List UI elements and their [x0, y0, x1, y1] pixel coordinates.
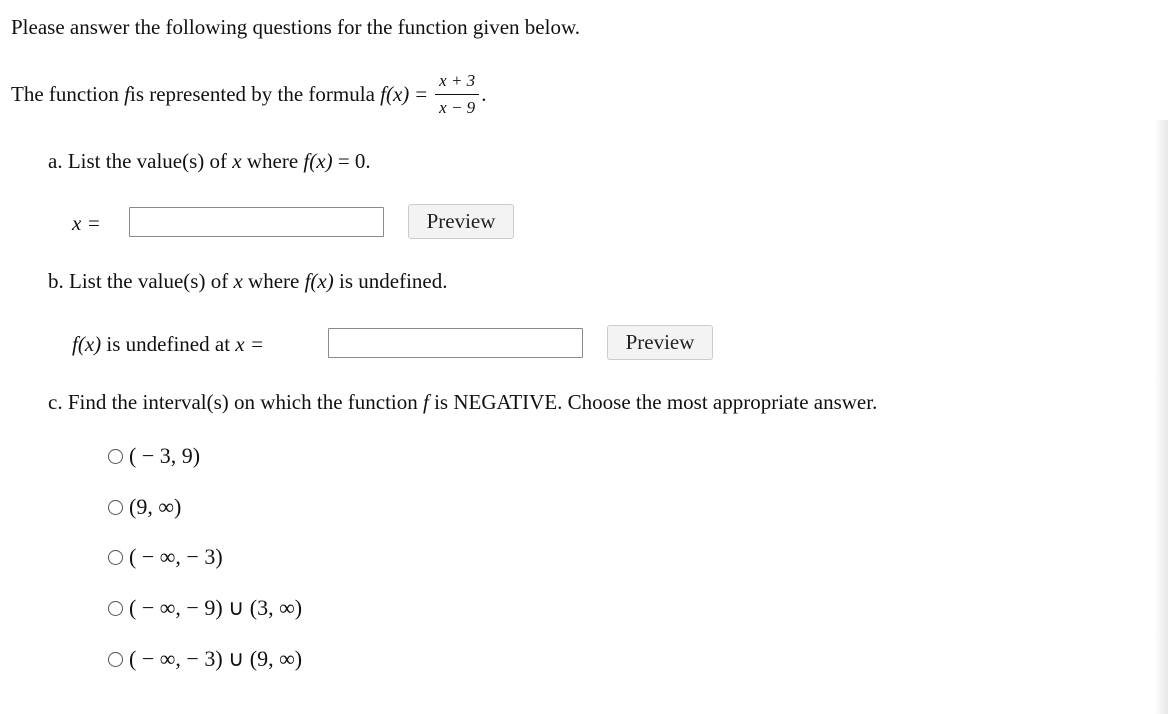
- choice-label: ( − ∞, − 3) ∪ (9, ∞): [129, 646, 303, 671]
- part-b-answer-mid: is undefined at: [101, 332, 236, 356]
- part-c-end: is NEGATIVE. Choose the most appropriate answer.: [428, 390, 878, 414]
- part-b-var: x: [233, 269, 243, 293]
- radio-button[interactable]: [108, 550, 123, 565]
- part-a-prompt: [48, 148, 371, 174]
- choice-option-2[interactable]: [108, 493, 181, 521]
- function-definition: [11, 64, 486, 124]
- part-b-preview-button[interactable]: Preview: [607, 325, 713, 360]
- part-a-end: = 0.: [332, 149, 371, 173]
- part-a-answer-input[interactable]: [129, 207, 384, 237]
- choice-label: ( − ∞, − 3): [129, 544, 223, 569]
- part-b-end: is undefined.: [333, 269, 448, 293]
- function-fx: f(x): [380, 82, 410, 106]
- part-a-prefix: a. List the value(s) of: [48, 149, 233, 173]
- choice-option-4[interactable]: [108, 594, 302, 622]
- choice-option-1[interactable]: [108, 442, 200, 470]
- part-b-answer-end: x =: [235, 332, 265, 356]
- equals-sign: =: [415, 82, 428, 106]
- part-b-prefix: b. List the value(s) of: [48, 269, 234, 293]
- part-b-fx: f(x): [304, 269, 334, 293]
- choice-option-5[interactable]: [108, 645, 302, 673]
- radio-button[interactable]: [108, 449, 123, 464]
- part-b-answer-input[interactable]: [328, 328, 583, 358]
- radio-button[interactable]: [108, 500, 123, 515]
- part-a-middle: where: [241, 149, 304, 173]
- instructions-text: Please answer the following questions for the function given below.: [11, 15, 581, 39]
- choice-label: ( − 3, 9): [129, 443, 201, 468]
- part-b-answer-label: [72, 331, 264, 357]
- fraction-denominator: x − 9: [439, 97, 476, 117]
- part-a-preview-button[interactable]: Preview: [408, 204, 514, 239]
- part-b-prompt: [48, 268, 447, 294]
- part-c-prefix: c. Find the interval(s) on which the function: [48, 390, 423, 414]
- part-a-fx: f(x): [303, 149, 333, 173]
- part-b-answer-fx: f(x): [72, 332, 102, 356]
- choice-option-3[interactable]: [108, 543, 223, 571]
- part-c-f: f: [423, 390, 429, 414]
- part-b-middle: where: [242, 269, 305, 293]
- choice-label: (9, ∞): [129, 494, 182, 519]
- function-middle: is represented by the formula: [129, 82, 375, 106]
- fraction-numerator: x + 3: [435, 71, 479, 95]
- part-c-prompt: [48, 389, 877, 415]
- choice-label: ( − ∞, − 9) ∪ (3, ∞): [129, 595, 303, 620]
- radio-button[interactable]: [108, 652, 123, 667]
- part-a-answer-label: x =: [72, 211, 101, 235]
- function-period: .: [481, 82, 487, 106]
- part-a-var: x: [232, 149, 242, 173]
- scroll-edge-shadow: [1154, 120, 1168, 714]
- function-prefix: The function: [11, 82, 119, 106]
- function-fraction: [435, 71, 479, 118]
- radio-button[interactable]: [108, 601, 123, 616]
- function-symbol: f: [124, 82, 130, 106]
